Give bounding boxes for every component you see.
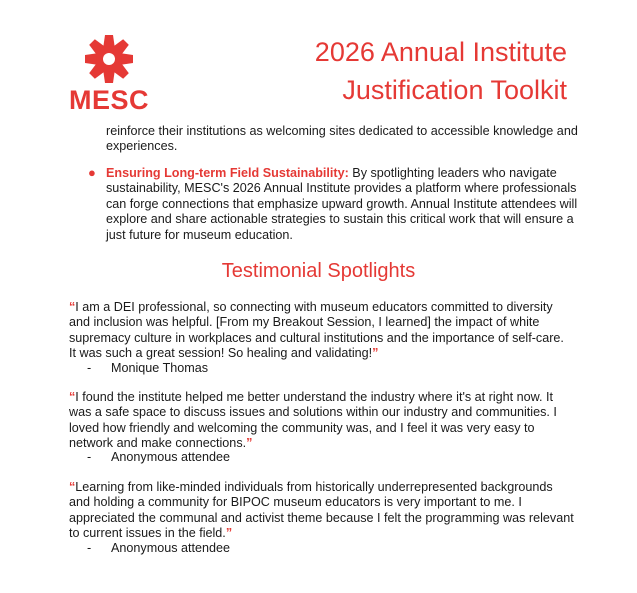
testimonial-2: “I found the institute helped me better understand the industry where it's at right now. It was a safe space to discuss issues and solutions within our industry and communities. I loved how friendly and welcoming the community was, and I feel it was very easy to network and make connections.” (69, 390, 557, 451)
testimonial-3-attribution: - Anonymous attendee (87, 541, 231, 555)
testimonial-author: Anonymous attendee (111, 541, 231, 555)
testimonial-text: I am a DEI professional, so connecting with museum educators committed to diversity and inclusion was helpful. [From my Breakout Session, I learned] the impact of white supremacy culture in workplaces and cultural institutions and the importance of self-care. It was such a great session! So healing and validating! (69, 300, 564, 361)
bullet-lead: Ensuring Long-term Field Sustainability: (106, 166, 349, 180)
testimonial-2-attribution: - Anonymous attendee (87, 450, 231, 464)
bullet-text: By spotlighting leaders who navigate sustainability, MESC's 2026 Annual Institute provides a platform where professionals can forge connections that emphasize upward growth. Annual Institute attendees will explore and share actionable strategies to sustain this critical work that will ensure a just future for museum education. (106, 166, 578, 242)
logo-text: MESC (68, 85, 149, 115)
page-title (315, 33, 567, 109)
testimonial-author: Anonymous attendee (111, 450, 231, 464)
title-line-1: 2026 Annual Institute (314, 37, 567, 67)
continued-paragraph: reinforce their institutions as welcoming sites dedicated to accessible knowledge and experiences. (106, 124, 578, 154)
bullet-sustainability (106, 166, 592, 243)
testimonial-1-attribution: - Monique Thomas (87, 361, 209, 375)
section-heading: Testimonial Spotlights (221, 260, 416, 282)
bullet-marker: ● (88, 165, 96, 180)
title-line-2: Justification Toolkit (342, 75, 567, 105)
sunburst-logo-icon (78, 30, 140, 88)
testimonial-1: “I am a DEI professional, so connecting with museum educators committed to diversity and inclusion was helpful. [From my Breakout Session, I learned] the impact of white supremacy culture in workplaces and cultural institutions and the importance of self-care. It was such a great session! So healing and validating!” (69, 300, 564, 361)
mesc-logo (64, 30, 154, 114)
testimonial-text: Learning from like-minded individuals from historically underrepresented backgrounds and holding a community for BIPOC museum educators is very important to me. I appreciated the communal and activist theme because I felt the programming was relevant to current issues in the field. (69, 480, 574, 541)
testimonial-3: “Learning from like-minded individuals from historically underrepresented backgrounds and holding a community for BIPOC museum educators is very important to me. I appreciated the communal and activist theme because I felt the programming was relevant to current issues in the field.” (69, 480, 574, 541)
testimonial-text: I found the institute helped me better understand the industry where it's at right now. It was a safe space to discuss issues and solutions within our industry and communities. I loved how friendly and welcoming the community was, and I feel it was very easy to network and make connections. (69, 390, 557, 451)
testimonial-author: Monique Thomas (111, 361, 209, 375)
